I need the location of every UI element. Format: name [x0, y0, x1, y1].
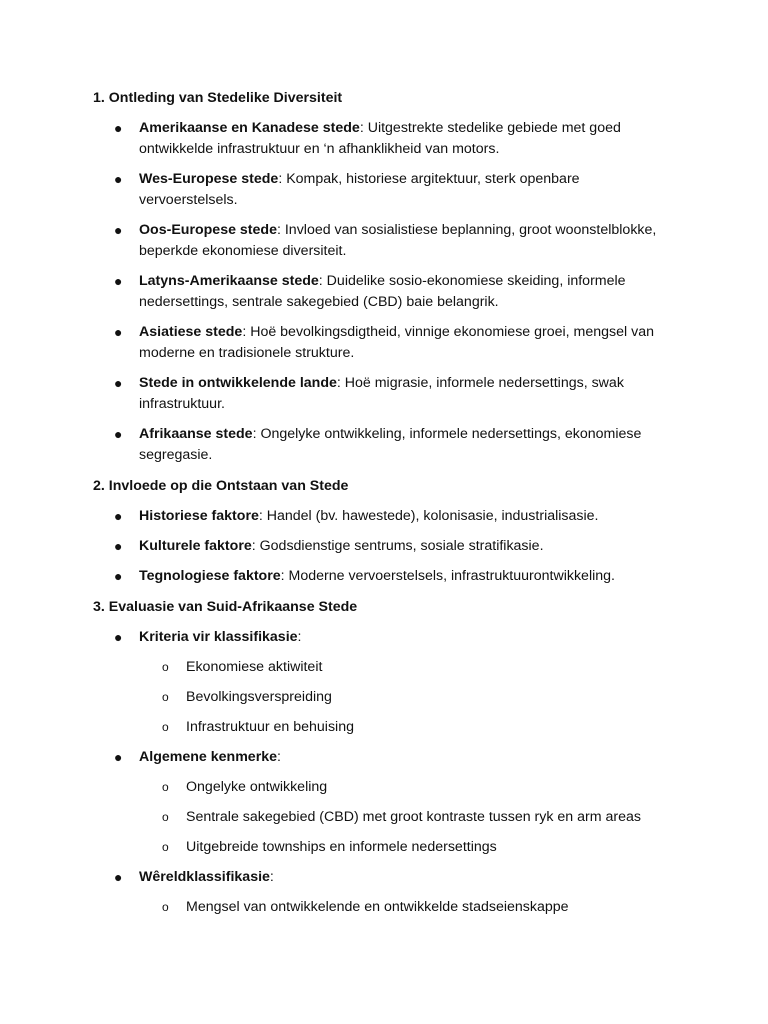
- bullet-dot-icon: ●: [114, 869, 123, 885]
- bullet-dot-icon: ●: [114, 120, 123, 136]
- bullet-dot-icon: ●: [114, 538, 123, 554]
- bullet-dot-icon: ●: [114, 568, 123, 584]
- circle-bullet-icon: o: [162, 720, 169, 734]
- item-term: Stede in ontwikkelende lande: [139, 375, 337, 391]
- item-text: : Ongelyke ontwikkeling, informele nedersettings, ekonomiese segregasie.: [139, 426, 642, 463]
- circle-bullet-icon: o: [162, 660, 169, 674]
- list-item: [93, 536, 678, 557]
- sub-item-text: Uitgebreide townships en informele nedersettings: [186, 839, 497, 855]
- list-item: [93, 373, 678, 415]
- sub-list-item: [139, 777, 678, 798]
- item-text: :: [277, 749, 281, 765]
- item-text: : Hoë bevolkingsdigtheid, vinnige ekonomiese groei, mengsel van moderne en tradisionele strukture.: [139, 324, 654, 361]
- item-text: : Duidelike sosio-ekonomiese skeiding, informele nedersettings, sentrale sakegebied (CBD) baie belangrik.: [139, 273, 626, 310]
- circle-bullet-icon: o: [162, 900, 169, 914]
- list-item: [93, 566, 678, 587]
- sub-list-item: [139, 837, 678, 858]
- list-item: [93, 867, 678, 918]
- item-text: :: [269, 869, 274, 885]
- sub-list-item: [139, 717, 678, 738]
- list-item: [93, 169, 678, 211]
- list-item: [93, 506, 678, 527]
- item-text: : Handel (bv. hawestede), kolonisasie, industrialisasie.: [258, 508, 599, 524]
- item-text: : Moderne vervoerstelsels, infrastruktuurontwikkeling.: [280, 568, 615, 584]
- sub-list-item: [139, 807, 678, 828]
- list-item: [93, 747, 678, 858]
- bullet-dot-icon: ●: [114, 171, 123, 187]
- item-text: : Uitgestrekte stedelike gebiede met goed ontwikkelde infrastruktuur en ‘n afhanklikheid van motors.: [139, 120, 621, 157]
- item-text: : Kompak, historiese argitektuur, sterk openbare vervoerstelsels.: [139, 171, 580, 208]
- item-text: :: [297, 629, 302, 645]
- item-term: Kulturele faktore: [139, 538, 252, 554]
- sub-item-text: Mengsel van ontwikkelende en ontwikkelde stadseienskappe: [186, 899, 569, 915]
- sub-item-text: Sentrale sakegebied (CBD) met groot kontraste tussen ryk en arm areas: [186, 809, 641, 825]
- item-term: Wêreldklassifikasie: [139, 869, 270, 885]
- list-item: [93, 118, 678, 160]
- sub-list: [139, 657, 678, 738]
- section-heading: 1. Ontleding van Stedelike Diversiteit: [93, 90, 343, 106]
- sub-list-item: [139, 687, 678, 708]
- item-term: Latyns-Amerikaanse stede: [139, 273, 319, 289]
- section-heading: 3. Evaluasie van Suid-Afrikaanse Stede: [93, 599, 358, 615]
- bullet-dot-icon: ●: [114, 222, 123, 238]
- list-item: [93, 627, 678, 738]
- bullet-list: [93, 118, 678, 466]
- section-south-african-cities: [93, 597, 678, 918]
- sub-item-text: Infrastruktuur en behuising: [186, 719, 354, 735]
- item-term: Tegnologiese faktore: [139, 568, 281, 584]
- bullet-list: [93, 506, 678, 587]
- item-text: : Invloed van sosialistiese beplanning, groot woonstelblokke, beperkde ekonomiese diversiteit.: [139, 222, 657, 259]
- bullet-dot-icon: ●: [114, 375, 123, 391]
- item-term: Algemene kenmerke: [139, 749, 278, 765]
- sub-list-item: [139, 897, 678, 918]
- bullet-dot-icon: ●: [114, 749, 123, 765]
- list-item: [93, 271, 678, 313]
- section-city-origins: [93, 476, 678, 587]
- sub-item-text: Ongelyke ontwikkeling: [186, 779, 328, 795]
- list-item: [93, 220, 678, 262]
- list-item: [93, 322, 678, 364]
- sub-item-text: Bevolkingsverspreiding: [186, 689, 332, 705]
- sub-list-item: [139, 657, 678, 678]
- list-item: [93, 424, 678, 466]
- section-urban-diversity: [93, 88, 678, 466]
- sub-list: [139, 777, 678, 858]
- circle-bullet-icon: o: [162, 810, 169, 824]
- item-term: Asiatiese stede: [139, 324, 243, 340]
- sub-item-text: Ekonomiese aktiwiteit: [186, 659, 323, 675]
- item-term: Kriteria vir klassifikasie: [139, 629, 298, 645]
- item-term: Oos-Europese stede: [139, 222, 277, 238]
- bullet-list: [93, 627, 678, 918]
- bullet-dot-icon: ●: [114, 629, 123, 645]
- section-heading: 2. Invloede op die Ontstaan van Stede: [93, 478, 349, 494]
- circle-bullet-icon: o: [162, 840, 169, 854]
- bullet-dot-icon: ●: [114, 273, 123, 289]
- item-text: : Godsdienstige sentrums, sosiale stratifikasie.: [251, 538, 544, 554]
- item-term: Historiese faktore: [139, 508, 259, 524]
- bullet-dot-icon: ●: [114, 508, 123, 524]
- bullet-dot-icon: ●: [114, 426, 123, 442]
- item-term: Wes-Europese stede: [139, 171, 279, 187]
- item-term: Amerikaanse en Kanadese stede: [139, 120, 360, 136]
- circle-bullet-icon: o: [162, 690, 169, 704]
- circle-bullet-icon: o: [162, 780, 169, 794]
- bullet-dot-icon: ●: [114, 324, 123, 340]
- sub-list: [139, 897, 678, 918]
- item-term: Afrikaanse stede: [139, 426, 253, 442]
- item-text: : Hoë migrasie, informele nedersettings, swak infrastruktuur.: [139, 375, 624, 412]
